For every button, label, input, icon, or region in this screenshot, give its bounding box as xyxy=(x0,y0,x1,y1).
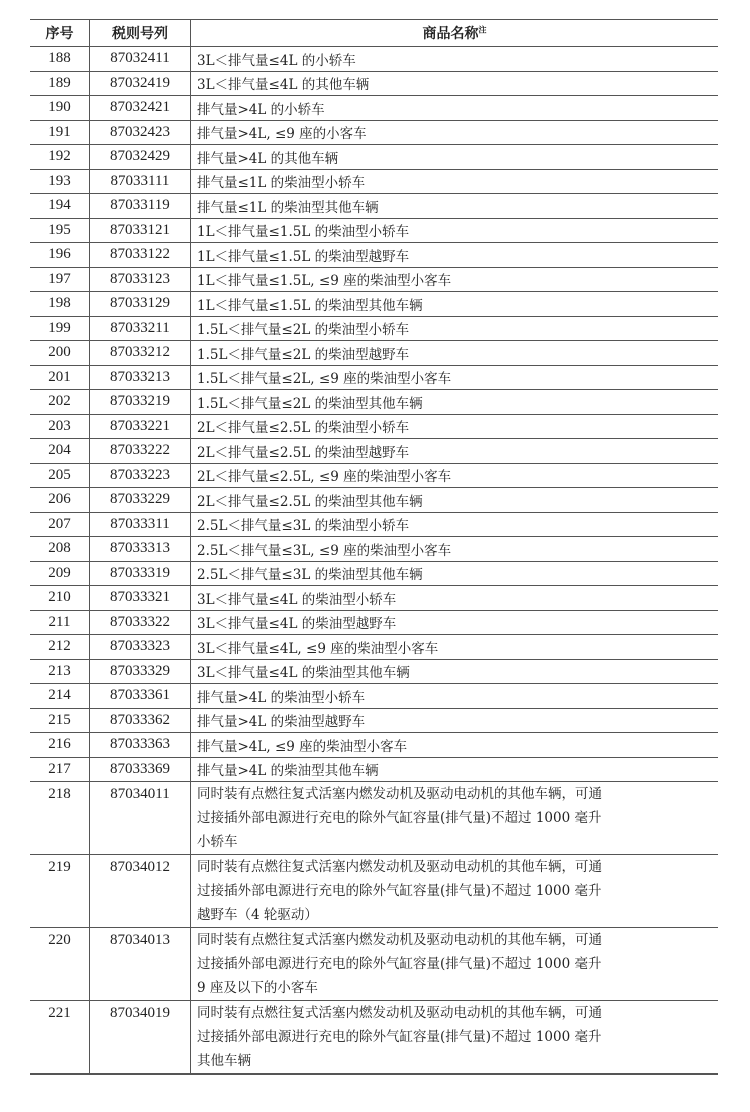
table-row xyxy=(30,586,718,611)
table-row xyxy=(30,365,718,390)
name-cell: 排气量>4L, ≤9 座的小客车 xyxy=(191,120,719,145)
seq-cell: 213 xyxy=(30,659,90,684)
seq-cell: 194 xyxy=(30,194,90,219)
table-row xyxy=(30,928,718,1001)
seq-cell: 200 xyxy=(30,341,90,366)
name-cell: 2L＜排气量≤2.5L 的柴油型越野车 xyxy=(191,439,719,464)
seq-cell: 209 xyxy=(30,561,90,586)
table-row xyxy=(30,782,718,855)
header-name-text: 商品名称 xyxy=(422,26,479,42)
seq-cell: 193 xyxy=(30,169,90,194)
name-line: 越野车（4 轮驱动） xyxy=(197,907,318,923)
table-row xyxy=(30,684,718,709)
table-row xyxy=(30,561,718,586)
name-cell: 排气量>4L, ≤9 座的柴油型小客车 xyxy=(191,733,719,758)
table-row xyxy=(30,733,718,758)
code-cell: 87033119 xyxy=(90,194,191,219)
code-cell: 87033329 xyxy=(90,659,191,684)
table-row xyxy=(30,145,718,170)
table-row xyxy=(30,194,718,219)
seq-cell: 206 xyxy=(30,488,90,513)
seq-cell: 210 xyxy=(30,586,90,611)
code-cell: 87033222 xyxy=(90,439,191,464)
table-row xyxy=(30,610,718,635)
name-line: 同时装有点燃往复式活塞内燃发动机及驱动电动机的其他车辆，可通 xyxy=(197,1005,602,1021)
seq-cell: 196 xyxy=(30,243,90,268)
name-cell: 1L＜排气量≤1.5L 的柴油型其他车辆 xyxy=(191,292,719,317)
table-row xyxy=(30,537,718,562)
code-cell: 87032429 xyxy=(90,145,191,170)
name-line: 过接插外部电源进行充电的除外气缸容量(排气量)不超过 1000 毫升 xyxy=(197,810,602,826)
code-cell: 87033123 xyxy=(90,267,191,292)
code-cell: 87034013 xyxy=(90,928,191,1001)
seq-cell: 201 xyxy=(30,365,90,390)
seq-cell: 220 xyxy=(30,928,90,1001)
name-cell: 排气量>4L 的柴油型越野车 xyxy=(191,708,719,733)
seq-cell: 219 xyxy=(30,855,90,928)
seq-cell: 199 xyxy=(30,316,90,341)
seq-cell: 216 xyxy=(30,733,90,758)
code-cell: 87033219 xyxy=(90,390,191,415)
header-code: 税则号列 xyxy=(90,20,191,47)
name-cell: 1.5L＜排气量≤2L, ≤9 座的柴油型小客车 xyxy=(191,365,719,390)
code-cell: 87033361 xyxy=(90,684,191,709)
name-cell xyxy=(191,782,719,855)
table-row xyxy=(30,71,718,96)
header-seq: 序号 xyxy=(30,20,90,47)
code-cell: 87032411 xyxy=(90,47,191,72)
code-cell: 87033122 xyxy=(90,243,191,268)
table-row xyxy=(30,635,718,660)
name-line: 其他车辆 xyxy=(197,1053,251,1069)
code-cell: 87033362 xyxy=(90,708,191,733)
header-name-note: 注 xyxy=(478,24,487,35)
code-cell: 87033311 xyxy=(90,512,191,537)
code-cell: 87032419 xyxy=(90,71,191,96)
seq-cell: 205 xyxy=(30,463,90,488)
seq-cell: 204 xyxy=(30,439,90,464)
table-row xyxy=(30,120,718,145)
code-cell: 87034011 xyxy=(90,782,191,855)
name-cell: 排气量≤1L 的柴油型其他车辆 xyxy=(191,194,719,219)
code-cell: 87033319 xyxy=(90,561,191,586)
name-cell: 1.5L＜排气量≤2L 的柴油型小轿车 xyxy=(191,316,719,341)
seq-cell: 189 xyxy=(30,71,90,96)
code-cell: 87033211 xyxy=(90,316,191,341)
name-cell: 2L＜排气量≤2.5L 的柴油型小轿车 xyxy=(191,414,719,439)
code-cell: 87033129 xyxy=(90,292,191,317)
name-cell: 1L＜排气量≤1.5L 的柴油型小轿车 xyxy=(191,218,719,243)
code-cell: 87033221 xyxy=(90,414,191,439)
seq-cell: 188 xyxy=(30,47,90,72)
table-row xyxy=(30,169,718,194)
name-cell: 排气量>4L 的其他车辆 xyxy=(191,145,719,170)
name-cell: 1.5L＜排气量≤2L 的柴油型越野车 xyxy=(191,341,719,366)
code-cell: 87033229 xyxy=(90,488,191,513)
seq-cell: 190 xyxy=(30,96,90,121)
name-cell xyxy=(191,1001,719,1075)
code-cell: 87033121 xyxy=(90,218,191,243)
code-cell: 87033323 xyxy=(90,635,191,660)
seq-cell: 218 xyxy=(30,782,90,855)
table-header xyxy=(30,20,718,47)
code-cell: 87033111 xyxy=(90,169,191,194)
name-cell: 2L＜排气量≤2.5L, ≤9 座的柴油型小客车 xyxy=(191,463,719,488)
table-row xyxy=(30,218,718,243)
table-row xyxy=(30,316,718,341)
code-cell: 87032423 xyxy=(90,120,191,145)
name-cell: 3L＜排气量≤4L 的柴油型越野车 xyxy=(191,610,719,635)
tariff-table xyxy=(30,19,718,1075)
name-cell xyxy=(191,855,719,928)
name-cell: 3L＜排气量≤4L 的小轿车 xyxy=(191,47,719,72)
table-row xyxy=(30,414,718,439)
name-line: 过接插外部电源进行充电的除外气缸容量(排气量)不超过 1000 毫升 xyxy=(197,956,602,972)
code-cell: 87033313 xyxy=(90,537,191,562)
seq-cell: 207 xyxy=(30,512,90,537)
name-cell: 排气量>4L 的柴油型其他车辆 xyxy=(191,757,719,782)
code-cell: 87033322 xyxy=(90,610,191,635)
table-row xyxy=(30,292,718,317)
name-cell: 2.5L＜排气量≤3L, ≤9 座的柴油型小客车 xyxy=(191,537,719,562)
code-cell: 87033223 xyxy=(90,463,191,488)
table-row xyxy=(30,390,718,415)
seq-cell: 195 xyxy=(30,218,90,243)
table-row xyxy=(30,439,718,464)
table-row xyxy=(30,267,718,292)
seq-cell: 214 xyxy=(30,684,90,709)
name-cell: 3L＜排气量≤4L, ≤9 座的柴油型小客车 xyxy=(191,635,719,660)
table-row xyxy=(30,708,718,733)
table-row xyxy=(30,659,718,684)
seq-cell: 192 xyxy=(30,145,90,170)
name-line: 同时装有点燃往复式活塞内燃发动机及驱动电动机的其他车辆，可通 xyxy=(197,859,602,875)
code-cell: 87033321 xyxy=(90,586,191,611)
code-cell: 87033212 xyxy=(90,341,191,366)
header-name xyxy=(191,20,719,47)
seq-cell: 203 xyxy=(30,414,90,439)
seq-cell: 197 xyxy=(30,267,90,292)
code-cell: 87033363 xyxy=(90,733,191,758)
code-cell: 87034012 xyxy=(90,855,191,928)
name-cell: 排气量>4L 的柴油型小轿车 xyxy=(191,684,719,709)
name-line: 过接插外部电源进行充电的除外气缸容量(排气量)不超过 1000 毫升 xyxy=(197,1029,602,1045)
name-cell: 排气量≤1L 的柴油型小轿车 xyxy=(191,169,719,194)
name-cell: 2L＜排气量≤2.5L 的柴油型其他车辆 xyxy=(191,488,719,513)
name-cell: 排气量>4L 的小轿车 xyxy=(191,96,719,121)
seq-cell: 191 xyxy=(30,120,90,145)
seq-cell: 198 xyxy=(30,292,90,317)
code-cell: 87033213 xyxy=(90,365,191,390)
name-cell: 1L＜排气量≤1.5L 的柴油型越野车 xyxy=(191,243,719,268)
table-row xyxy=(30,512,718,537)
code-cell: 87033369 xyxy=(90,757,191,782)
code-cell: 87032421 xyxy=(90,96,191,121)
name-line: 同时装有点燃往复式活塞内燃发动机及驱动电动机的其他车辆，可通 xyxy=(197,786,602,802)
name-cell: 1L＜排气量≤1.5L, ≤9 座的柴油型小客车 xyxy=(191,267,719,292)
seq-cell: 208 xyxy=(30,537,90,562)
name-cell: 3L＜排气量≤4L 的柴油型其他车辆 xyxy=(191,659,719,684)
table-row xyxy=(30,47,718,72)
table-row xyxy=(30,463,718,488)
table-row xyxy=(30,1001,718,1075)
seq-cell: 221 xyxy=(30,1001,90,1075)
name-cell: 2.5L＜排气量≤3L 的柴油型其他车辆 xyxy=(191,561,719,586)
table-row xyxy=(30,757,718,782)
seq-cell: 212 xyxy=(30,635,90,660)
table-row xyxy=(30,341,718,366)
name-line: 9 座及以下的小客车 xyxy=(197,980,318,996)
code-cell: 87034019 xyxy=(90,1001,191,1075)
name-cell: 1.5L＜排气量≤2L 的柴油型其他车辆 xyxy=(191,390,719,415)
name-line: 过接插外部电源进行充电的除外气缸容量(排气量)不超过 1000 毫升 xyxy=(197,883,602,899)
seq-cell: 202 xyxy=(30,390,90,415)
name-cell: 3L＜排气量≤4L 的其他车辆 xyxy=(191,71,719,96)
name-cell: 3L＜排气量≤4L 的柴油型小轿车 xyxy=(191,586,719,611)
name-line: 同时装有点燃往复式活塞内燃发动机及驱动电动机的其他车辆，可通 xyxy=(197,932,602,948)
name-cell xyxy=(191,928,719,1001)
table-row xyxy=(30,855,718,928)
seq-cell: 217 xyxy=(30,757,90,782)
seq-cell: 215 xyxy=(30,708,90,733)
table-row xyxy=(30,243,718,268)
seq-cell: 211 xyxy=(30,610,90,635)
table-row xyxy=(30,488,718,513)
name-line: 小轿车 xyxy=(197,834,238,850)
table-row xyxy=(30,96,718,121)
name-cell: 2.5L＜排气量≤3L 的柴油型小轿车 xyxy=(191,512,719,537)
